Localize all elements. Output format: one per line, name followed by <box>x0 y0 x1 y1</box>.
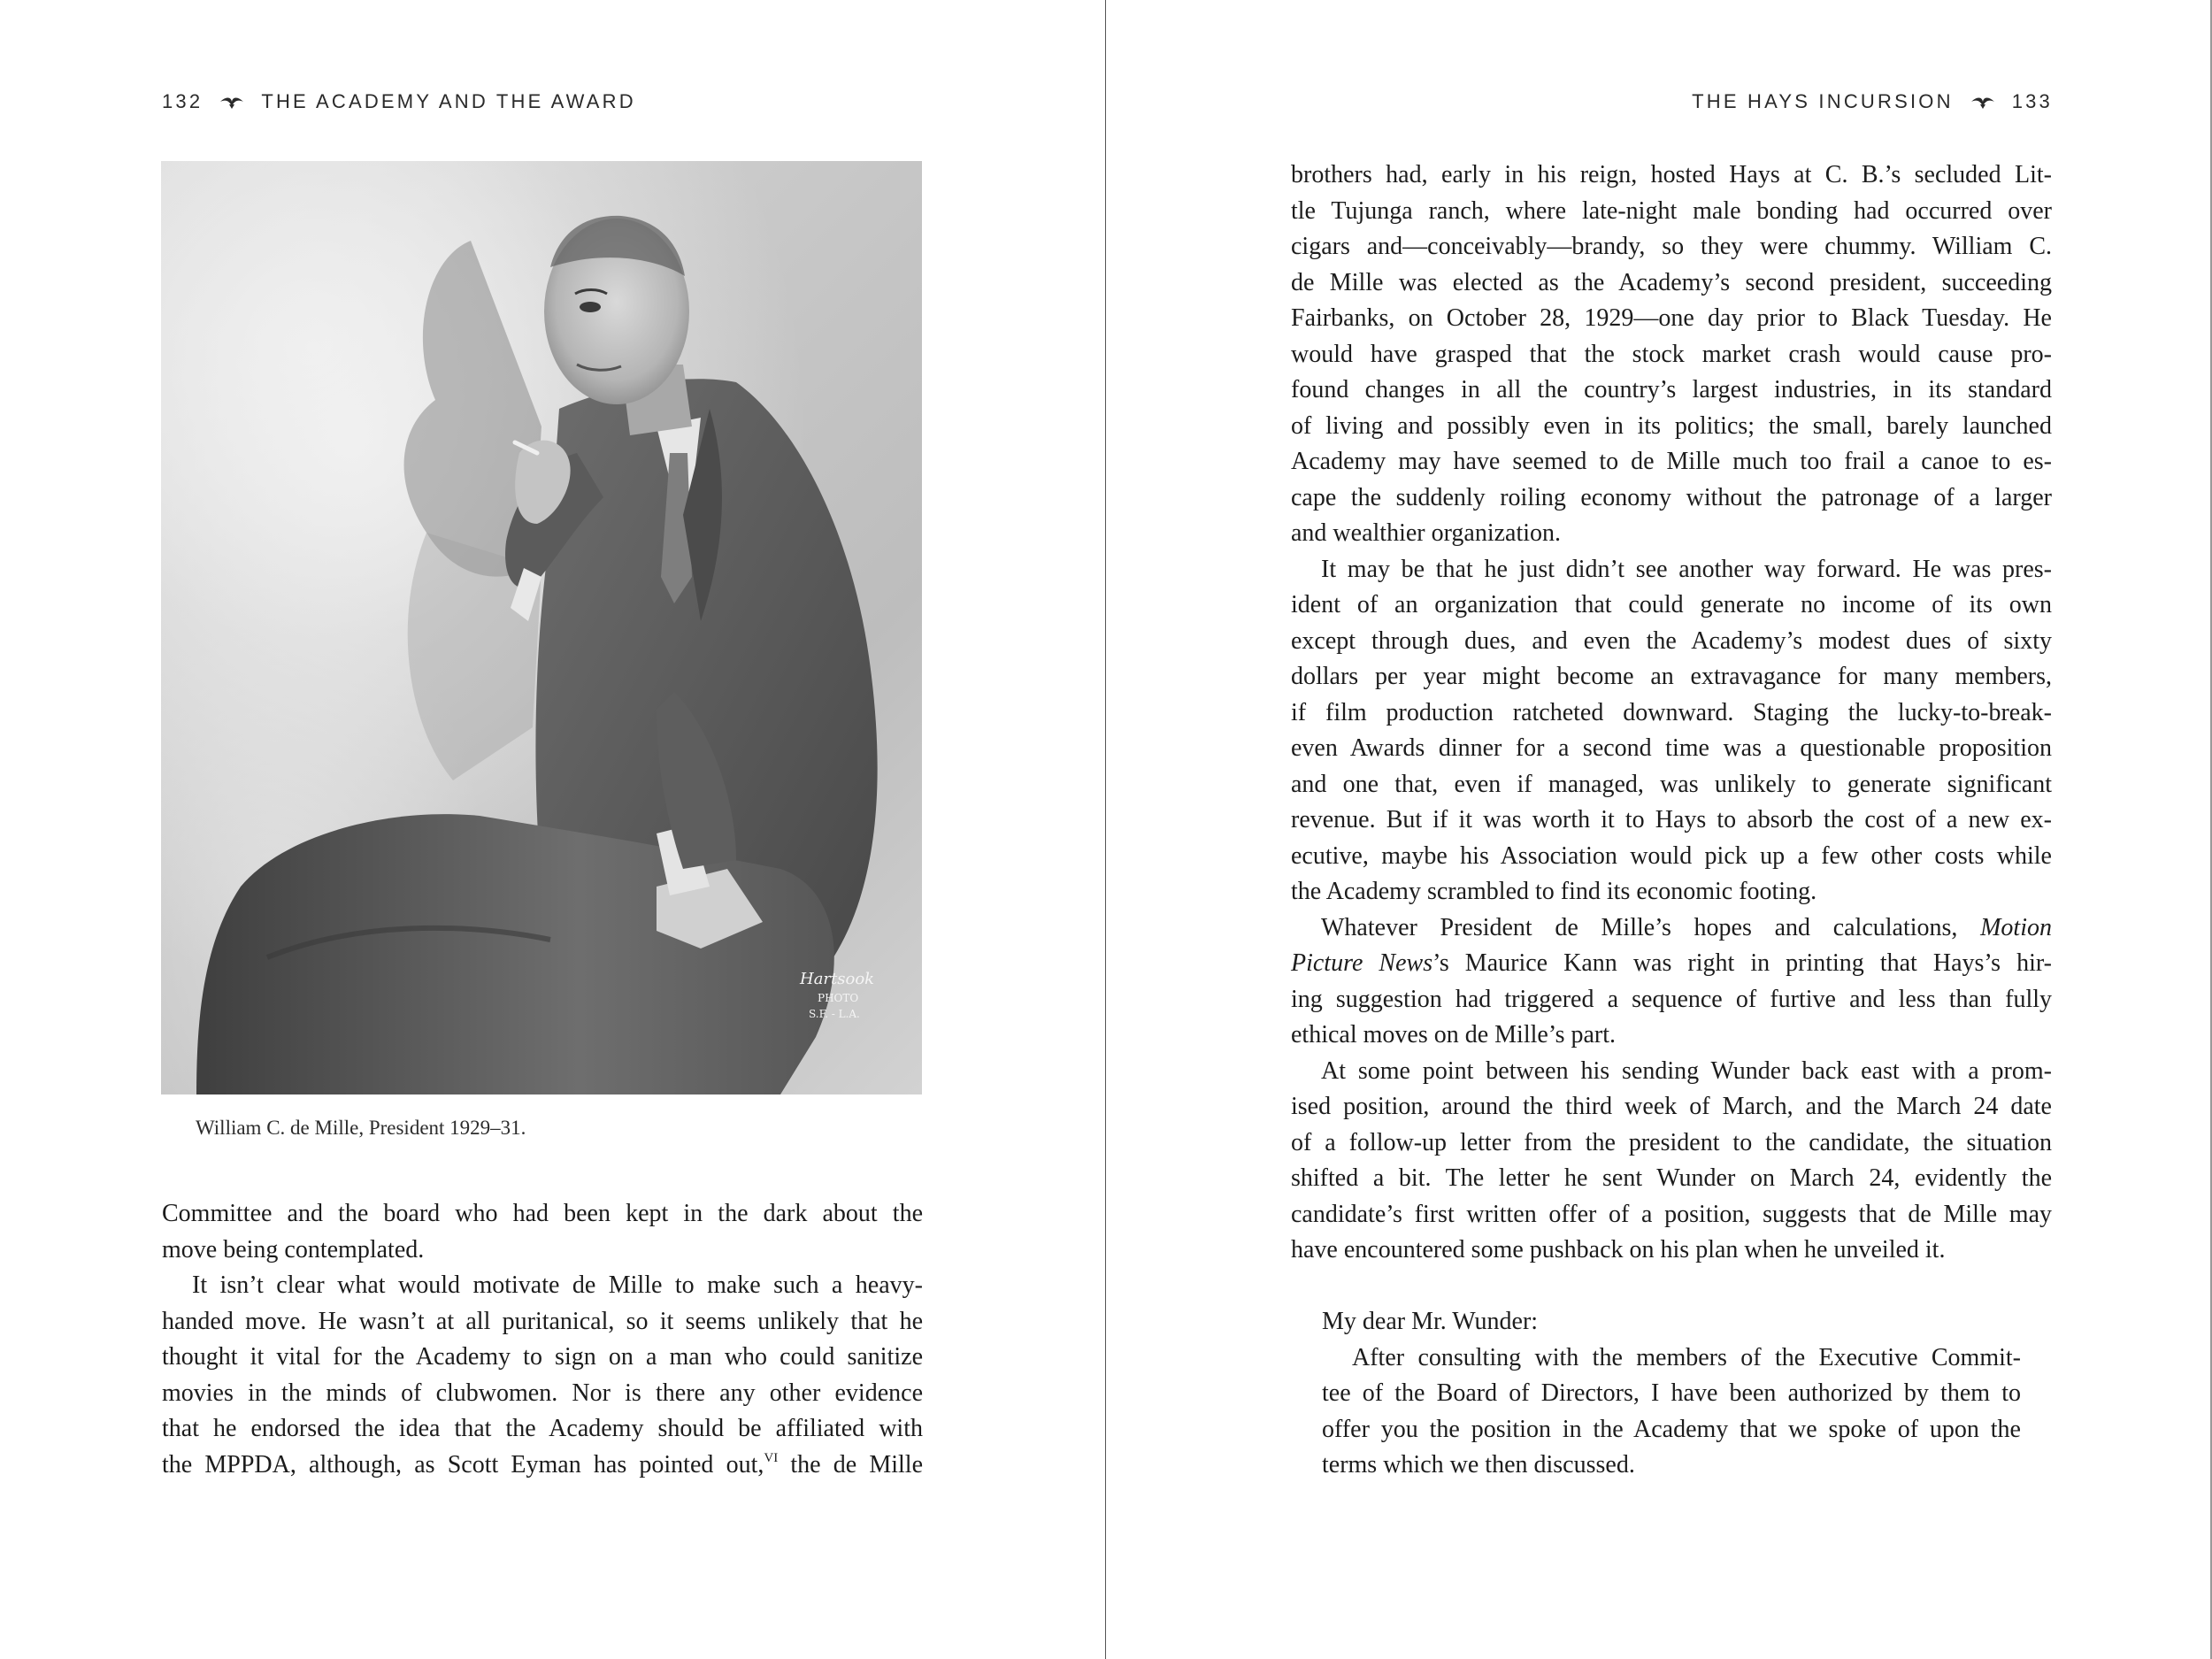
text-line: terms which we then discussed. <box>1322 1451 1635 1479</box>
text-line: de Mille was elected as the Academy’s second president, succeeding <box>1291 268 2052 296</box>
text-line <box>1291 946 2052 982</box>
text-line: move being contemplated. <box>162 1235 425 1263</box>
text-line: ing suggestion had triggered a sequence of furtive and less than fully <box>1291 985 2052 1013</box>
right-page-number: 133 <box>2011 90 2053 112</box>
text-line: At some point between his sending Wunder back east with a prom- <box>1321 1056 2052 1085</box>
text-line: shifted a bit. The letter he sent Wunder on March 24, evidently the <box>1291 1164 2052 1192</box>
text-fragment: the de Mille <box>778 1450 924 1479</box>
right-body-text <box>1291 157 2052 1269</box>
text-line: and one that, even if managed, was unlikely to generate significant <box>1291 770 2052 798</box>
text-line: handed move. He wasn’t at all puritanical, so it seems unlikely that he <box>162 1307 923 1335</box>
right-running-head-title: THE HAYS INCURSION <box>1692 90 1954 112</box>
text-line: have encountered some pushback on his plan when he unveiled it. <box>1291 1236 1946 1263</box>
text-line: offer you the position in the Academy that we spoke of upon the <box>1322 1415 2021 1443</box>
text-line <box>162 1448 923 1484</box>
text-line: ethical moves on de Mille’s part. <box>1291 1021 1617 1048</box>
text-line: After consulting with the members of the Executive Commit- <box>1352 1343 2021 1371</box>
text-line: would have grasped that the stock market crash would cause pro- <box>1291 340 2052 368</box>
text-line: Academy may have seemed to de Mille much too frail a canoe to es- <box>1291 448 2052 475</box>
endnote-marker[interactable]: VI <box>764 1450 779 1465</box>
svg-text:Hartsook: Hartsook <box>800 970 875 988</box>
text-line: ident of an organization that could generate no income of its own <box>1291 591 2052 618</box>
text-line: brothers had, early in his reign, hosted Hays at C. B.’s secluded Lit- <box>1291 161 2052 188</box>
text-fragment: the MPPDA, although, as Scott Eyman has pointed out, <box>162 1450 764 1479</box>
text-line: movies in the minds of clubwomen. Nor is there any other evidence <box>162 1379 923 1407</box>
text-line: Committee and the board who had been kept in the dark about the <box>162 1200 923 1227</box>
svg-text:PHOTO: PHOTO <box>818 992 859 1004</box>
text-line: candidate’s first written offer of a position, suggests that de Mille may <box>1291 1200 2052 1228</box>
text-line: the Academy scrambled to find its economic footing. <box>1291 878 1817 905</box>
text-line: even Awards dinner for a second time was a questionable proposition <box>1291 734 2052 762</box>
text-line: that he endorsed the idea that the Academy should be affiliated with <box>162 1415 923 1442</box>
text-line <box>1291 910 2052 947</box>
left-body-text <box>162 1196 923 1483</box>
portrait-photograph <box>161 161 922 1094</box>
text-line: ecutive, maybe his Association would pick up a few other costs while <box>1291 841 2052 870</box>
text-line: and wealthier organization. <box>1291 519 1562 547</box>
text-line: Fairbanks, on October 28, 1929—one day prior to Black Tuesday. He <box>1291 304 2052 332</box>
portrait-photograph-drawing <box>161 161 922 1094</box>
photo-caption: William C. de Mille, President 1929–31. <box>196 1117 526 1139</box>
text-line: of a follow-up letter from the president to the candidate, the situation <box>1291 1128 2052 1156</box>
publication-title: Motion <box>1980 913 2052 941</box>
right-running-head <box>1692 88 2053 115</box>
left-page-number: 132 <box>162 90 204 112</box>
text-line: thought it vital for the Academy to sign on a man who could sanitize <box>162 1343 923 1371</box>
text-line: cigars and—conceivably—brandy, so they were chummy. William C. <box>1291 233 2052 260</box>
text-fragment: ’s Maurice Kann was right in printing that Hays’s hir- <box>1432 949 2052 977</box>
text-line: It isn’t clear what would motivate de Mille to make such a heavy- <box>192 1271 923 1299</box>
text-line: cape the suddenly roiling economy without the patronage of a larger <box>1291 483 2052 511</box>
left-running-head <box>162 88 636 115</box>
text-line: revenue. But if it was worth it to Hays to absorb the cost of a new ex- <box>1291 806 2052 833</box>
text-line: tle Tujunga ranch, where late-night male bonding had occurred over <box>1291 196 2052 225</box>
text-line: if film production ratcheted downward. Staging the lucky-to-break- <box>1291 698 2052 726</box>
text-line: It may be that he just didn’t see another way forward. He was pres- <box>1321 555 2052 583</box>
text-line: dollars per year might become an extravagance for many members, <box>1291 663 2052 690</box>
text-fragment: Whatever President de Mille’s hopes and calculations, <box>1321 913 1981 941</box>
flourish-ornament-icon <box>219 94 245 110</box>
text-line: ised position, around the third week of March, and the March 24 date <box>1291 1093 2052 1120</box>
block-quote-letter <box>1322 1304 2021 1484</box>
svg-text:S.F. - L.A.: S.F. - L.A. <box>809 1008 860 1020</box>
publication-title: Picture News <box>1291 949 1433 977</box>
text-line: except through dues, and even the Academy’s modest dues of sixty <box>1291 626 2052 655</box>
letter-salutation: My dear Mr. Wunder: <box>1322 1308 1539 1335</box>
left-running-head-title: THE ACADEMY AND THE AWARD <box>261 90 636 112</box>
text-line: of living and possibly even in its politics; the small, barely launched <box>1291 411 2052 440</box>
text-line: found changes in all the country’s largest industries, in its standard <box>1291 376 2052 403</box>
flourish-ornament-icon <box>1970 94 1996 110</box>
text-line: tee of the Board of Directors, I have been authorized by them to <box>1322 1379 2021 1407</box>
